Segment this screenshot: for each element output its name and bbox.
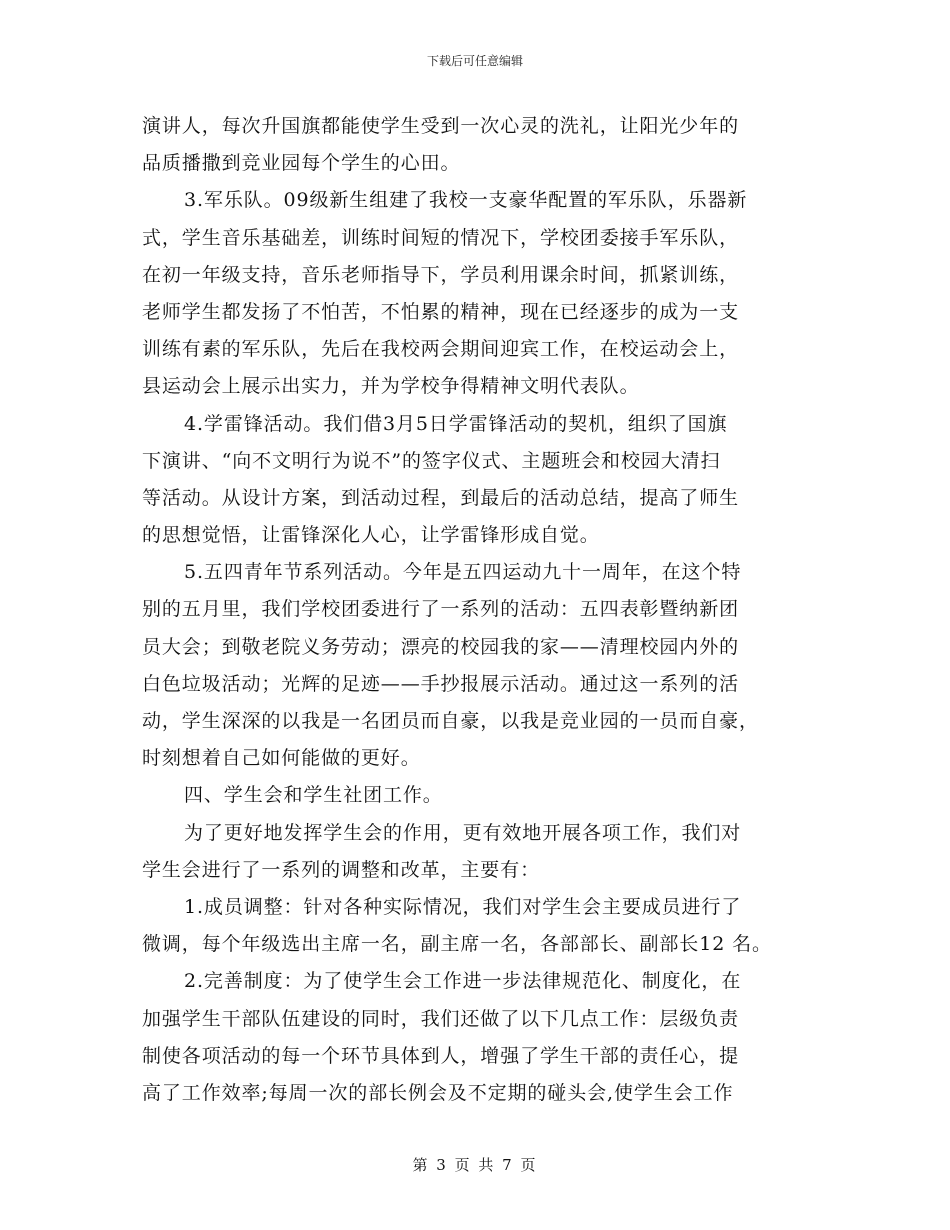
- text-line: 动，学生深深的以我是一名团员而自豪，以我是竞业园的一员而自豪，: [142, 710, 759, 732]
- text-line: 训练有素的军乐队，先后在我校两会期间迎宾工作，在校运动会上，: [142, 338, 740, 361]
- text-line: 员大会；到敬老院义务劳动；漂亮的校园我的家——清理校园内外的: [142, 635, 740, 658]
- text-line: 演讲人，每次升国旗都能使学生受到一次心灵的洗礼，让阳光少年的: [142, 115, 740, 137]
- document-body: [142, 108, 822, 1112]
- text-line: 式，学生音乐基础差，训练时间短的情况下，学校团委接手军乐队，: [142, 226, 740, 249]
- text-line: 加强学生干部队伍建设的同时，我们还做了以下几点工作：层级负责: [142, 1007, 740, 1030]
- text-line: 学生会进行了一系列的调整和改革，主要有：: [142, 858, 541, 881]
- text-line: 县运动会上展示出实力，并为学校争得精神文明代表队。: [142, 375, 640, 398]
- text-line: 下演讲、“向不文明行为说不”的签字仪式、主题班会和校园大清扫: [142, 449, 721, 472]
- text-line: 别的五月里，我们学校团委进行了一系列的活动：五四表彰暨纳新团: [142, 598, 740, 621]
- text-line: 四、学生会和学生社团工作。: [184, 784, 443, 807]
- text-line: 为了更好地发挥学生会的作用，更有效地开展各项工作，我们对: [184, 821, 742, 844]
- text-line: 的思想觉悟，让雷锋深化人心，让学雷锋形成自觉。: [142, 524, 600, 547]
- text-line: 在初一年级支持，音乐老师指导下，学员利用课余时间，抓紧训练，: [142, 263, 740, 286]
- text-line: 高了工作效率;每周一次的部长例会及不定期的碰头会,使学生会工作: [142, 1081, 734, 1104]
- text-line: 2.完善制度：为了使学生会工作进一步法律规范化、制度化，在: [184, 970, 742, 993]
- text-line: 品质播撒到竞业园每个学生的心田。: [142, 152, 461, 175]
- text-line: 4.学雷锋活动。我们借3月5日学雷锋活动的契机，组织了国旗: [184, 412, 728, 435]
- text-line: 微调，每个年级选出主席一名，副主席一名，各部部长、副部长12 名。: [142, 933, 772, 956]
- text-line: 5.五四青年节系列活动。今年是五四运动九十一周年，在这个特: [184, 561, 742, 584]
- page-footer: 第 3 页 共 7 页: [412, 1156, 538, 1174]
- page-header-note: 下载后可任意编辑: [426, 54, 523, 68]
- text-line: 制使各项活动的每一个环节具体到人，增强了学生干部的责任心，提: [142, 1044, 740, 1067]
- text-line: 3.军乐队。09级新生组建了我校一支豪华配置的军乐队，乐器新: [184, 189, 748, 212]
- text-line: 老师学生都发扬了不怕苦，不怕累的精神，现在已经逐步的成为一支: [142, 300, 740, 323]
- text-line: 时刻想着自己如何能做的更好。: [142, 747, 421, 770]
- text-line: 等活动。从设计方案，到活动过程，到最后的活动总结，提高了师生: [142, 486, 740, 509]
- text-line: 1.成员调整：针对各种实际情况，我们对学生会主要成员进行了: [184, 895, 742, 918]
- text-line: 白色垃圾活动；光辉的足迹——手抄报展示活动。通过这一系列的活: [142, 672, 740, 695]
